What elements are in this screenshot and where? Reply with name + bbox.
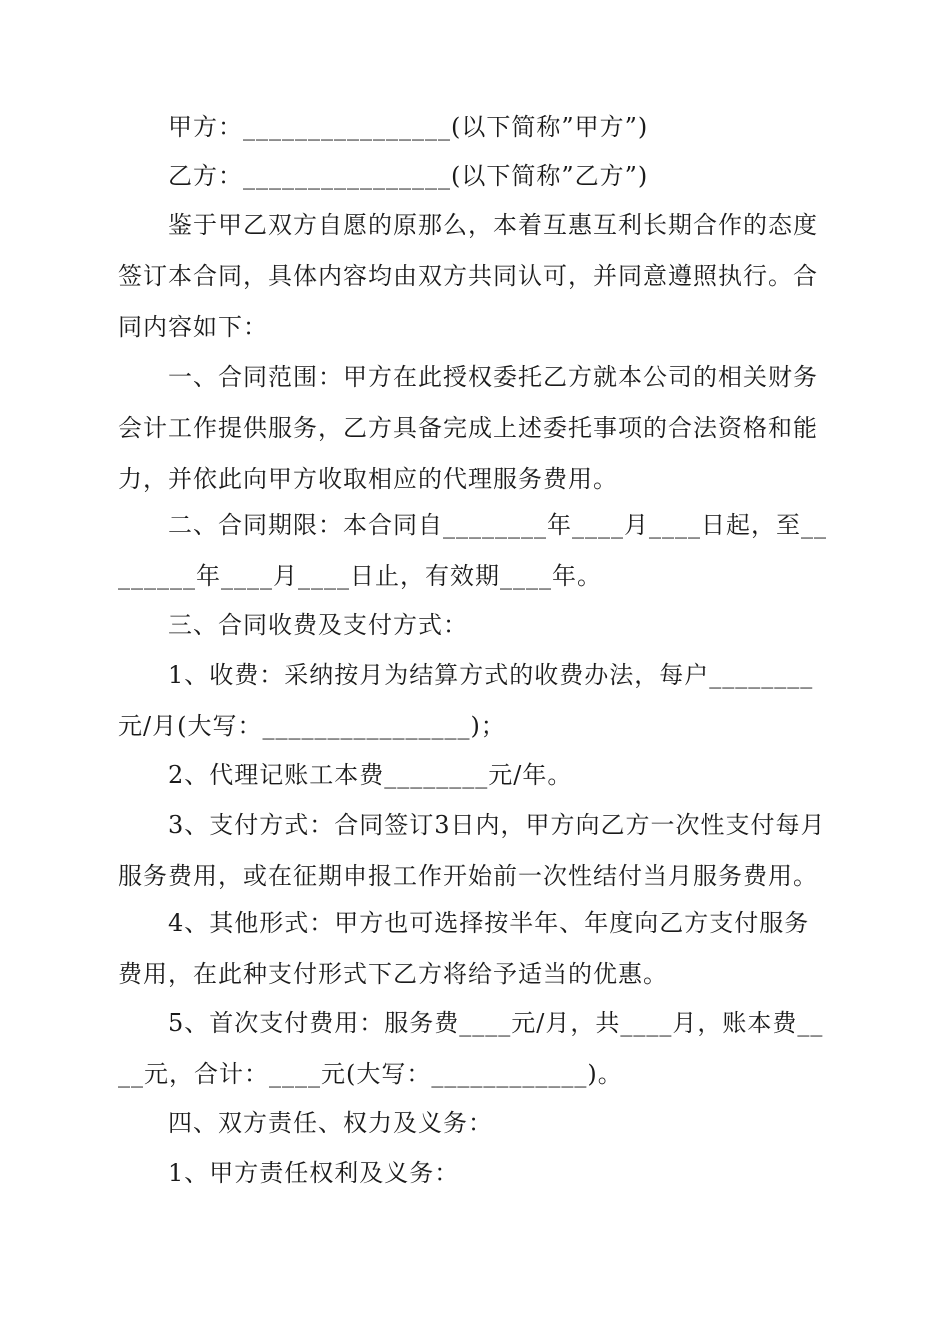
fee-item-2: 2、代理记账工本费________元/年。	[168, 761, 573, 789]
party-b-line: 乙方：________________(以下简称”乙方”)	[168, 162, 649, 190]
contract-scope-paragraph: 一、合同范围：甲方在此授权委托乙方就本公司的相关财务会计工作提供服务，乙方具备完成上述委托事项的合法资格和能力，并依此向甲方收取相应的代理服务费用。	[118, 363, 818, 493]
fee-item-3: 3、支付方式：合同签订3日内，甲方向乙方一次性支付每月服务费用，或在征期申报工作开始前一次性结付当月服务费用。	[118, 811, 826, 890]
fees-heading: 三、合同收费及支付方式：	[168, 611, 468, 639]
preamble-paragraph: 鉴于甲乙双方自愿的原那么，本着互惠互利长期合作的态度签订本合同，具体内容均由双方共同认可，并同意遵照执行。合同内容如下：	[118, 211, 818, 341]
party-a-duties-heading: 1、甲方责任权利及义务：	[168, 1159, 460, 1187]
contract-term-paragraph: 二、合同期限：本合同自________年____月____日起，至________年____月____日止，有效期____年。	[118, 511, 827, 590]
fee-item-5: 5、首次支付费用：服务费____元/月，共____月，账本费____元，合计：____元(大写：____________)。	[118, 1009, 824, 1088]
party-a-line: 甲方：________________(以下简称”甲方”)	[168, 113, 649, 141]
fee-item-1: 1、收费：采纳按月为结算方式的收费办法，每户________元/月(大写：________________)；	[118, 661, 814, 740]
responsibilities-heading: 四、双方责任、权力及义务：	[168, 1109, 493, 1137]
fee-item-4: 4、其他形式：甲方也可选择按半年、年度向乙方支付服务费用，在此种支付形式下乙方将给予适当的优惠。	[118, 909, 810, 988]
